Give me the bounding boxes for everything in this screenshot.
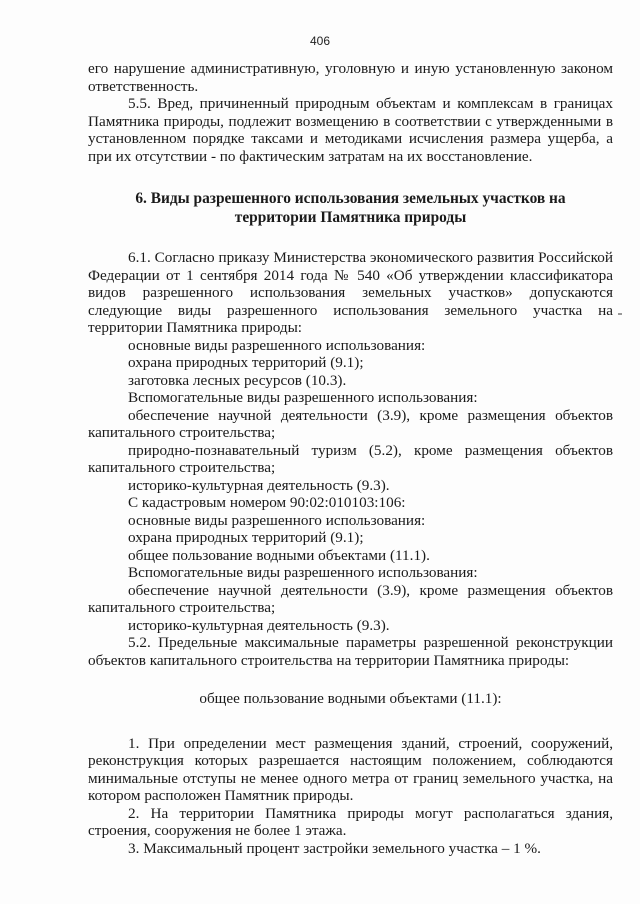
list1-main-item: заготовка лесных ресурсов (10.3). (128, 371, 347, 389)
cadastral-number-line: С кадастровым номером 90:02:010103:106: (128, 494, 406, 511)
document-body (88, 60, 613, 857)
page-number: 406 (309, 34, 331, 48)
list2-aux-item: историко-культурная деятельность (9.3). (128, 616, 390, 634)
list1-main-item: охрана природных территорий (9.1); (128, 354, 364, 371)
scan-mark (618, 313, 622, 315)
list1-aux-item: историко-культурная деятельность (9.3). (128, 476, 390, 494)
list2-main-item: охрана природных территорий (9.1); (128, 529, 364, 546)
subheading-water-use: общее пользование водными объектами (11.1): (199, 690, 502, 707)
list2-aux-label: Вспомогательные виды разрешенного использования: (128, 564, 478, 581)
section6-heading: 6. Виды разрешенного использования земельных участков на территории Памятника природы (135, 190, 566, 226)
numbered-item-3: 3. Максимальный процент застройки земельного участка – 1 %. (128, 839, 541, 857)
list1-main-label: основные виды разрешенного использования: (128, 336, 426, 354)
list2-main-item: общее пользование водными объектами (11.1). (128, 546, 430, 564)
list2-main-label: основные виды разрешенного использования: (128, 511, 426, 529)
list1-aux-label: Вспомогательные виды разрешенного использования: (128, 389, 478, 406)
list1-aux-item: природно-познавательный туризм (5.2), кроме размещения объектов капитального строительства; (88, 441, 613, 476)
list2-aux-item: обеспечение научной деятельности (3.9), кроме размещения объектов капитального строительства; (88, 581, 613, 616)
paragraph-5-2: 5.2. Предельные максимальные параметры разрешенной реконструкции объектов капитального строительства на территории Памятника природы: (88, 634, 613, 669)
paragraph-5-5: 5.5. Вред, причиненный природным объектам и комплексам в границах Памятника природы, подлежит возмещению в соответствии с утвержденными в установленном порядке таксами и методиками исчисления размера ущерба, а при их отсутствии - по фактическим затратам на их восстановление. (88, 95, 613, 165)
paragraph-6-1: 6.1. Согласно приказу Министерства экономического развития Российской Федерации от 1 сентября 2014 года № 540 «Об утверждении классификатора видов разрешенного использования земельных участков» допускаются следующие виды разрешенного использования земельного участка на территории Памятника природы: (88, 249, 613, 336)
section5-tail-paragraph: его нарушение административную, уголовную и иную установленную законом ответственность. (88, 60, 613, 95)
numbered-item-2: 2. На территории Памятника природы могут располагаться здания, строения, сооружения не более 1 этажа. (88, 804, 613, 839)
list1-aux-item: обеспечение научной деятельности (3.9), кроме размещения объектов капитального строительства; (88, 406, 613, 441)
numbered-item-1: 1. При определении мест размещения зданий, строений, сооружений, реконструкция которых разрешается настоящим положением, соблюдаются минимальные отступы не менее одного метра от границ земельного участка, на котором расположен Памятник природы. (88, 734, 613, 804)
